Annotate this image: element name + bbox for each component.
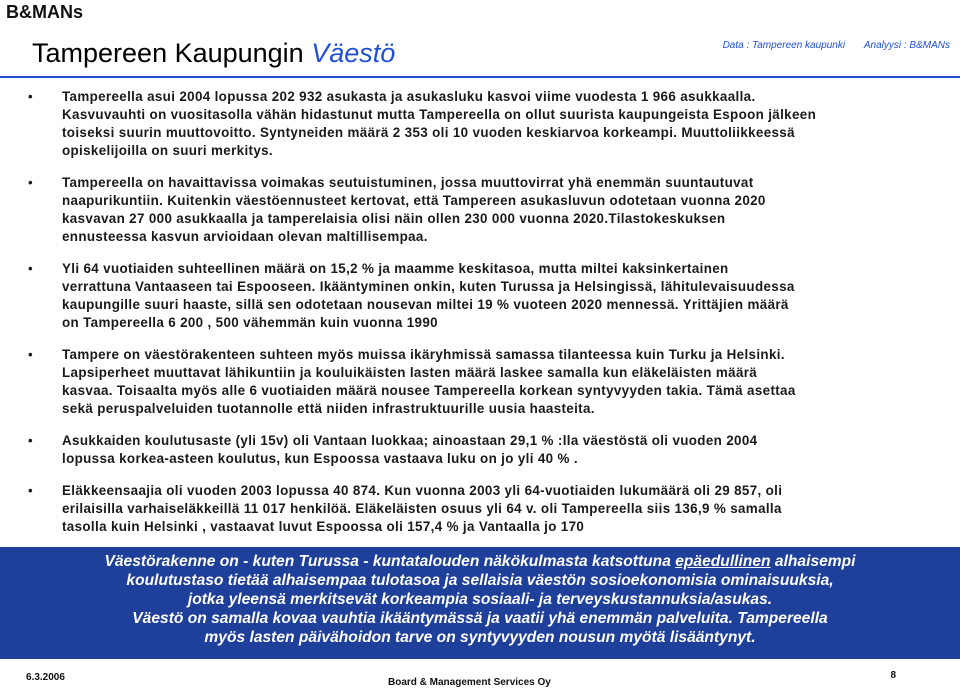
banner-line-2: koulutustaso tietää alhaisempaa tulotasoa ja sellaisia väestön sosioekonomisia ominaisuuksia, xyxy=(126,572,834,589)
bullet-text-line: opiskelijoilla on suuri merkitys. xyxy=(62,143,273,158)
bullet-item xyxy=(24,174,929,246)
bullet-marker: • xyxy=(28,433,34,448)
page-title xyxy=(32,38,395,69)
banner-line-3: jotka yleensä merkitsevät korkeampia sosiaali- ja terveyskustannuksia/asukas. xyxy=(187,591,773,608)
bullet-text-line: Eläkkeensaajia oli vuoden 2003 lopussa 40 874. Kun vuonna 2003 yli 64-vuotiaiden lukumäärä oli 29 857, oli xyxy=(62,483,783,498)
data-source-label: Data : Tampereen kaupunki xyxy=(722,40,846,51)
footer-date: 6.3.2006 xyxy=(26,672,65,683)
bullet-item xyxy=(24,432,929,468)
page-title-main: Tampereen Kaupungin xyxy=(32,38,304,68)
bullet-text-line: on Tampereella 6 200 , 500 vähemmän kuin vuonna 1990 xyxy=(62,315,438,330)
page-title-accent: Väestö xyxy=(311,38,396,68)
bullet-text-line: Kasvuvauhti on vuositasolla vähän hidastunut mutta Tampereella on ollut suurista kaupungeista Espoon jälkeen xyxy=(62,107,817,122)
bullet-text-line: Tampere on väestörakenteen suhteen myös muissa ikäryhmissä samassa tilanteessa kuin Turku ja Helsinki. xyxy=(62,347,785,362)
bullet-text-line: Asukkaiden koulutusaste (yli 15v) oli Vantaan luokkaa; ainoastaan 29,1 % :lla väestöstä oli vuoden 2004 xyxy=(62,433,758,448)
bullet-list xyxy=(24,88,929,550)
bullet-text-line: kasvavan 27 000 asukkaalla ja tamperelaisia olisi näin ollen 230 000 vuonna 2020.Tilastokeskuksen xyxy=(62,211,726,226)
bullet-text-line: lopussa korkea-asteen koulutus, kun Espoossa vastaava luku on jo yli 40 % . xyxy=(62,451,578,466)
bullet-marker: • xyxy=(28,261,34,276)
bullet-text-line: tasolla kuin Helsinki , vastaavat luvut Espoossa oli 157,4 % ja Vantaalla jo 170 xyxy=(62,519,585,534)
source-meta xyxy=(707,40,950,51)
bullet-marker: • xyxy=(28,483,34,498)
bullet-text-line: naapurikuntiin. Kuitenkin väestöennusteet kertovat, että Tampereen asukasluvun odotetaan vuonna 2020 xyxy=(62,193,766,208)
bullet-text-line: verrattuna Vantaaseen tai Espooseen. Ikääntyminen onkin, kuten Turussa ja Helsingissä, lähitulevaisuudessa xyxy=(62,279,795,294)
bullet-text-line: Tampereella on havaittavissa voimakas seutuistuminen, jossa muuttovirrat yhä enemmän suuntautuvat xyxy=(62,175,754,190)
summary-banner xyxy=(0,547,960,659)
bullet-text-line: Yli 64 vuotiaiden suhteellinen määrä on 15,2 % ja maamme keskitasoa, mutta miltei kaksinkertainen xyxy=(62,261,729,276)
analysis-label: Analyysi : B&MANs xyxy=(863,40,950,51)
bullet-text-line: sekä peruspalveluiden tuotannolle että niiden infrastruktuurille uusia haasteita. xyxy=(62,401,595,416)
banner-underlined-word: epäedullinen xyxy=(675,553,771,570)
header-divider xyxy=(0,76,960,78)
bullet-item xyxy=(24,88,929,160)
page-number: 8 xyxy=(890,670,896,681)
bullet-text-line: Lapsiperheet muuttavat lähikuntiin ja kouluikäisten lasten määrä laskee samalla kun eläkeläisten määrä xyxy=(62,365,758,380)
bullet-text-line: erilaisilla varhaiseläkkeillä 11 017 henkilöä. Eläkeläisten osuus yli 64 v. oli Tampereella siis 136,9 % samalla xyxy=(62,501,782,516)
bullet-marker: • xyxy=(28,347,34,362)
bullet-item xyxy=(24,346,929,418)
footer-organization: Board & Management Services Oy xyxy=(388,677,551,688)
banner-line-5: myös lasten päivähoidon tarve on syntyvyyden nousun myötä lisääntynyt. xyxy=(204,629,756,646)
bullet-marker: • xyxy=(28,89,34,104)
bullet-item xyxy=(24,260,929,332)
brand-logo-text: B&MANs xyxy=(6,2,84,22)
bullet-text-line: Tampereella asui 2004 lopussa 202 932 asukasta ja asukasluku kasvoi viime vuodesta 1 966 asukkaalla. xyxy=(62,89,756,104)
banner-line-1: Väestörakenne on - kuten Turussa - kuntatalouden näkökulmasta katsottuna epäedullinen alhaisempi xyxy=(104,553,856,570)
banner-line-4: Väestö on samalla kovaa vauhtia ikääntymässä ja vaatii yhä enemmän palveluita. Tampereella xyxy=(132,610,828,627)
bullet-text-line: toiseksi suurin muuttovoitto. Syntyneiden määrä 2 353 oli 10 vuoden keskiarvoa korkeampi. Muuttoliikkeessä xyxy=(62,125,795,140)
bullet-text-line: kasvaa. Toisaalta myös alle 6 vuotiaiden määrä nousee Tampereella korkean syntyvyyden takia. Tämä asettaa xyxy=(62,383,796,398)
bullet-text-line: ennusteessa kasvun arvioidaan olevan maltillisempaa. xyxy=(62,229,428,244)
bullet-marker: • xyxy=(28,175,34,190)
bullet-text-line: kaupungille suuri haaste, sillä sen odotetaan nousevan miltei 19 % vuoteen 2020 mennessä. Yrittäjien määrä xyxy=(62,297,789,312)
bullet-item xyxy=(24,482,929,536)
